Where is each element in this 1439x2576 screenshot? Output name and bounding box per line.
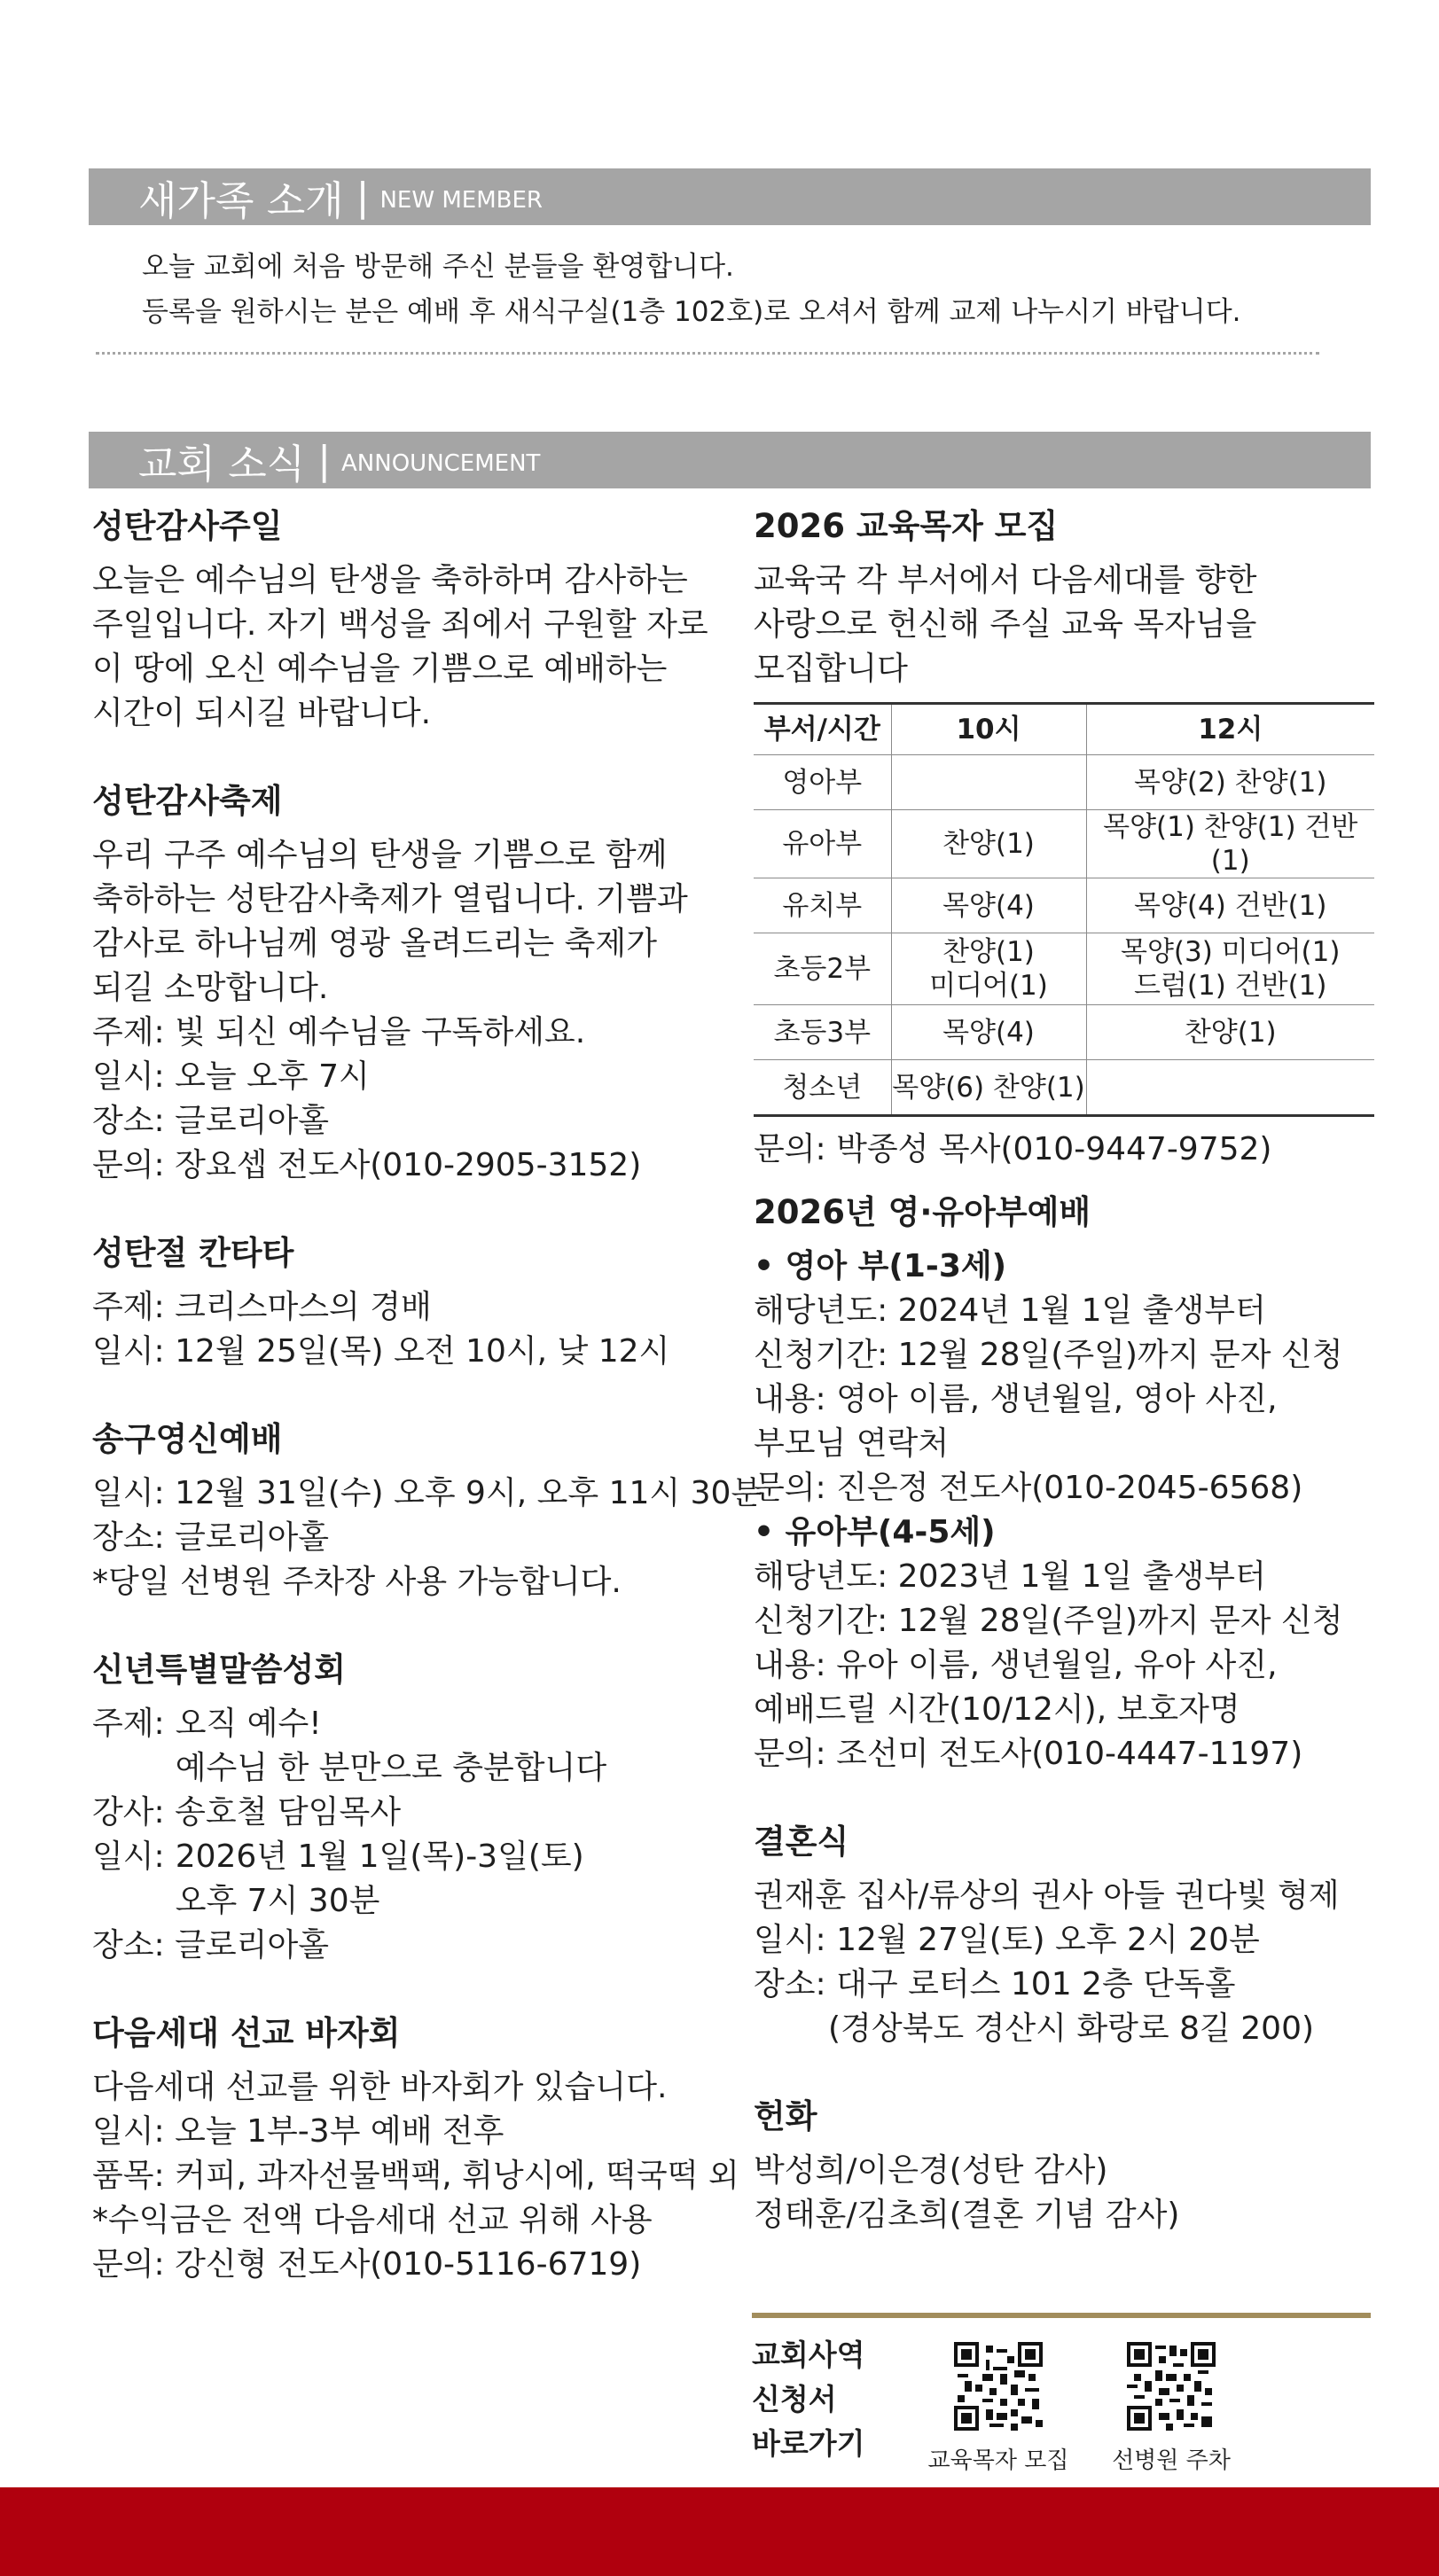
year-end-section — [92, 1418, 763, 1604]
bazaar-line: *수익금은 전액 다음세대 선교 위해 사용 — [92, 2202, 653, 2238]
qr-code-recruit[interactable] — [954, 2342, 1043, 2431]
section-title: 다음세대 선교 바자회 — [92, 2014, 401, 2052]
section-body: 교육국 각 부서에서 다음세대를 향한 사랑으로 헌신해 주실 교육 목자님을 모집합니다 — [754, 562, 1257, 687]
recruit-section — [754, 505, 1374, 1172]
qr-code-parking[interactable] — [1127, 2342, 1216, 2431]
column-header: 부서/시간 — [754, 704, 891, 755]
wedding-line: 권재훈 집사/류상의 권사 아들 권다빛 형제 — [754, 1877, 1340, 1914]
group-content: 내용: 영아 이름, 생년월일, 영아 사진, 부모님 연락처 — [754, 1381, 1278, 1462]
section-title: 2026년 영·유아부예배 — [754, 1193, 1091, 1231]
dept-cell: 청소년 — [754, 1060, 891, 1116]
cantata-section — [92, 1232, 722, 1374]
intro-line: 등록을 원하시는 분은 예배 후 새식구실(1층 102호)로 오셔서 함께 교제 나누시기 바랍니다. — [142, 296, 1241, 328]
time12-cell: 목양(3) 미디어(1) 드럼(1) 건반(1) — [1086, 933, 1374, 1005]
qr-caption: 교육목자 모집 — [927, 2447, 1069, 2474]
section-title: 성탄감사주일 — [92, 507, 283, 545]
table-row — [754, 933, 1374, 1005]
date-line: 오후 7시 30분 — [175, 1883, 380, 1919]
dept-cell: 초등3부 — [754, 1005, 891, 1060]
festival-contact: 문의: 장요셉 전도사(010-2905-3152) — [92, 1147, 642, 1183]
time10-cell — [891, 755, 1086, 810]
infant-group — [754, 1245, 1374, 1510]
group-heading: • 영아 부(1-3세) — [754, 1248, 1007, 1284]
wedding-line: 장소: 대구 로터스 101 2층 단독홀 — [754, 1966, 1236, 2002]
section-body: 오늘은 예수님의 탄생을 축하하며 감사하는 주일입니다. 자기 백성을 죄에서 구원할 자로 이 땅에 오신 예수님을 기쁨으로 예배하는 시간이 되시길 바랍니다. — [92, 562, 708, 731]
group-content: 내용: 유아 이름, 생년월일, 유아 사진, 예배드릴 시간(10/12시), 보호자명 — [754, 1647, 1278, 1728]
table-row — [754, 1060, 1374, 1116]
wedding-address: (경상북도 경산시 화랑로 8길 200) — [828, 2010, 1315, 2047]
section-title: 헌화 — [754, 2097, 817, 2135]
section-title: 결혼식 — [754, 1823, 849, 1861]
qr-label-line: 바로가기 — [752, 2426, 865, 2461]
new-year-place: 장소: 글로리아홀 — [92, 1927, 330, 1963]
festival-place: 장소: 글로리아홀 — [92, 1103, 330, 1139]
time10-cell: 찬양(1) 미디어(1) — [891, 933, 1086, 1005]
announcement-subtitle: ANNOUNCEMENT — [341, 450, 541, 477]
recruit-contact: 문의: 박종성 목사(010-9447-9752) — [754, 1131, 1272, 1167]
title-separator: | — [356, 174, 370, 220]
field-key: 일시: — [92, 1838, 165, 1875]
left-column — [92, 505, 763, 2331]
group-line: 해당년도: 2023년 1월 1일 출생부터 — [754, 1558, 1266, 1595]
year-end-note: *당일 선병원 주차장 사용 가능합니다. — [92, 1564, 622, 1600]
offering-line: 박성희/이은경(성탄 감사) — [754, 2152, 1108, 2189]
table-row — [754, 810, 1374, 878]
table-row — [754, 1005, 1374, 1060]
group-line: 신청기간: 12월 28일(주일)까지 문자 신청 — [754, 1603, 1343, 1639]
year-end-date: 일시: 12월 31일(수) 오후 9시, 오후 11시 30분 — [92, 1475, 763, 1511]
festival-theme: 주제: 빛 되신 예수님을 구독하세요. — [92, 1014, 586, 1050]
theme-line: 예수님 한 분만으로 충분합니다 — [175, 1750, 607, 1786]
new-member-intro — [142, 245, 1241, 335]
footer-bar — [0, 2487, 1439, 2576]
dotted-divider — [96, 352, 1319, 355]
infant-section — [754, 1191, 1374, 1776]
new-member-header — [89, 168, 1371, 225]
new-member-subtitle: NEW MEMBER — [379, 187, 543, 214]
time12-cell — [1086, 1060, 1374, 1116]
bazaar-section — [92, 2012, 739, 2287]
cantata-date: 일시: 12월 25일(목) 오전 10시, 낮 12시 — [92, 1333, 670, 1370]
recruit-table — [754, 702, 1374, 1117]
festival-date: 일시: 오늘 오후 7시 — [92, 1058, 370, 1095]
dept-cell: 초등2부 — [754, 933, 891, 1005]
christmas-festival-section — [92, 780, 722, 1188]
group-line: 해당년도: 2024년 1월 1일 출생부터 — [754, 1292, 1266, 1329]
time10-cell: 찬양(1) — [891, 810, 1086, 878]
group-contact: 문의: 진은정 전도사(010-2045-6568) — [754, 1470, 1303, 1506]
dept-cell: 유치부 — [754, 878, 891, 933]
group-heading: • 유아부(4-5세) — [754, 1514, 996, 1550]
qr-label-line: 교회사역 — [752, 2338, 865, 2372]
time10-cell: 목양(4) — [891, 878, 1086, 933]
new-year-date — [92, 1835, 722, 1924]
field-key: 주제: — [92, 1706, 165, 1742]
table-row — [754, 755, 1374, 810]
dept-cell: 영아부 — [754, 755, 891, 810]
theme-line: 오직 예수! — [175, 1706, 322, 1742]
section-title: 신년특별말씀성회 — [92, 1651, 346, 1689]
announcement-title: 교회 소식 — [138, 440, 306, 488]
bazaar-line: 품목: 커피, 과자선물백팩, 휘낭시에, 떡국떡 외 — [92, 2158, 739, 2194]
bazaar-line: 문의: 강신형 전도사(010-5116-6719) — [92, 2246, 642, 2283]
new-year-section — [92, 1649, 722, 1968]
time10-cell: 목양(4) — [891, 1005, 1086, 1060]
section-title: 성탄절 칸타타 — [92, 1234, 294, 1272]
table-row — [754, 878, 1374, 933]
section-body: 우리 구주 예수님의 탄생을 기쁨으로 함께 축하하는 성탄감사축제가 열립니다. 기쁨과 감사로 하나님께 영광 올려드리는 축제가 되길 소망합니다. — [92, 837, 688, 1006]
year-end-place: 장소: 글로리아홀 — [92, 1519, 330, 1556]
gold-divider — [752, 2313, 1371, 2318]
offering-line: 정태훈/김초희(결혼 기념 감사) — [754, 2197, 1180, 2233]
wedding-line: 일시: 12월 27일(토) 오후 2시 20분 — [754, 1922, 1260, 1958]
time12-cell: 목양(2) 찬양(1) — [1086, 755, 1374, 810]
announcement-header — [89, 432, 1371, 488]
offering-section — [754, 2096, 1374, 2237]
section-title: 송구영신예배 — [92, 1420, 283, 1458]
qr-caption: 선병원 주차 — [1112, 2447, 1231, 2474]
dept-cell: 유아부 — [754, 810, 891, 878]
column-header: 10시 — [891, 704, 1086, 755]
intro-line: 오늘 교회에 처음 방문해 주신 분들을 환영합니다. — [142, 251, 734, 283]
time10-cell: 목양(6) 찬양(1) — [891, 1060, 1086, 1116]
infant-group — [754, 1510, 1374, 1776]
qr-label — [752, 2333, 865, 2466]
time12-cell: 목양(1) 찬양(1) 건반(1) — [1086, 810, 1374, 878]
column-header: 12시 — [1086, 704, 1374, 755]
section-title: 2026 교육목자 모집 — [754, 507, 1059, 545]
new-year-speaker: 강사: 송호철 담임목사 — [92, 1794, 401, 1831]
table-header-row — [754, 704, 1374, 755]
bazaar-line: 다음세대 선교를 위한 바자회가 있습니다. — [92, 2069, 668, 2105]
group-line: 신청기간: 12월 28일(주일)까지 문자 신청 — [754, 1337, 1343, 1373]
qr-label-line: 신청서 — [752, 2382, 837, 2416]
new-member-title: 새가족 소개 — [138, 176, 344, 224]
right-column — [754, 505, 1374, 2282]
wedding-section — [754, 1821, 1374, 2051]
title-separator: | — [317, 437, 332, 483]
date-line: 2026년 1월 1일(목)-3일(토) — [175, 1838, 584, 1875]
section-title: 성탄감사축제 — [92, 782, 283, 820]
christmas-sunday-section — [92, 505, 722, 736]
cantata-theme: 주제: 크리스마스의 경배 — [92, 1289, 432, 1325]
group-contact: 문의: 조선미 전도사(010-4447-1197) — [754, 1736, 1303, 1772]
new-year-theme — [92, 1702, 722, 1791]
time12-cell: 찬양(1) — [1086, 1005, 1374, 1060]
time12-cell: 목양(4) 건반(1) — [1086, 878, 1374, 933]
bazaar-line: 일시: 오늘 1부-3부 예배 전후 — [92, 2113, 504, 2150]
